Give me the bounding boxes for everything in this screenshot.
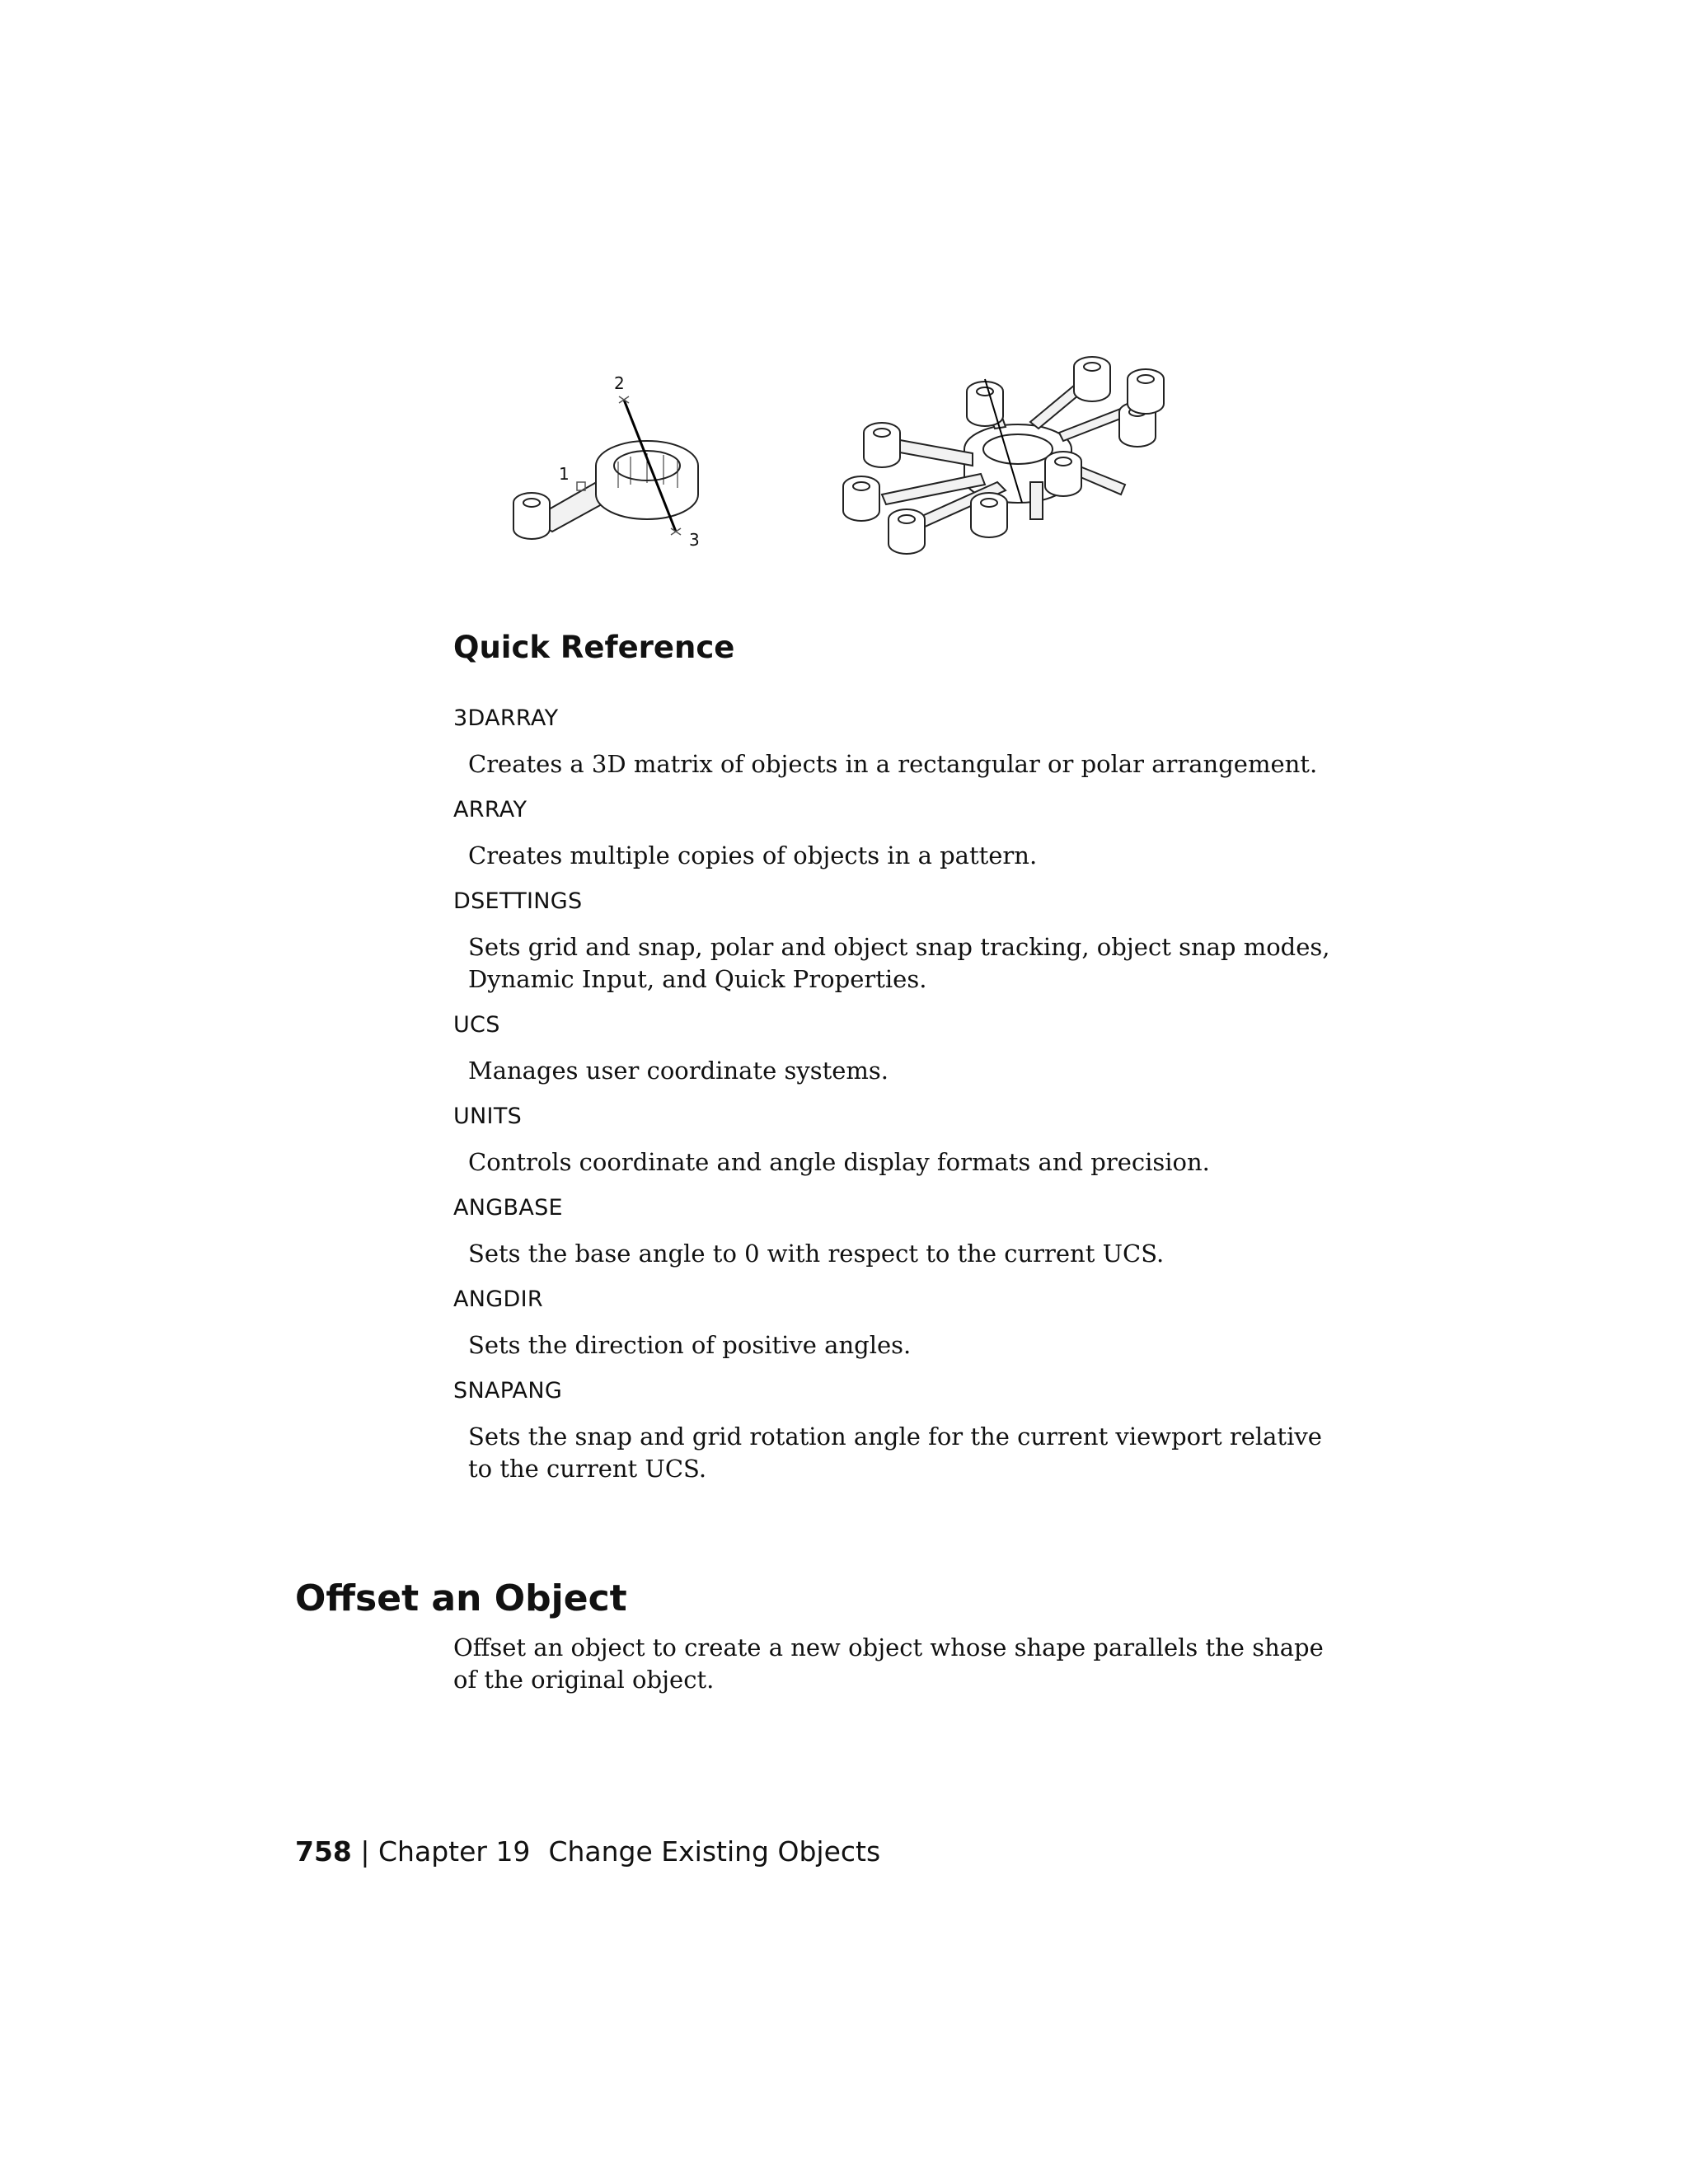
array-figure-svg <box>495 346 1170 569</box>
chapter-label: Chapter 19 <box>378 1835 531 1868</box>
single-arm-part <box>513 441 698 539</box>
callout-1: 1 <box>559 464 570 484</box>
section-title: Offset an Object <box>295 1577 627 1619</box>
command-angbase: ANGBASE <box>453 1195 563 1221</box>
description-units: Controls coordinate and angle display formats and precision. <box>468 1148 1210 1176</box>
page-footer <box>295 1833 880 1871</box>
callout-3: 3 <box>689 530 700 550</box>
callout-2: 2 <box>614 373 625 393</box>
command-array: ARRAY <box>453 797 528 823</box>
section-body: Offset an object to create a new object whose shape parallels the shape of the original object. <box>453 1633 1324 1694</box>
description-array: Creates multiple copies of objects in a pattern. <box>468 841 1038 869</box>
array-illustration <box>495 346 1170 569</box>
chapter-title: Change Existing Objects <box>548 1835 881 1868</box>
footer-separator: | <box>360 1835 370 1868</box>
description-angbase: Sets the base angle to 0 with respect to the current UCS. <box>468 1240 1165 1268</box>
description-snapang: Sets the snap and grid rotation angle for the current viewport relative to the current UCS. <box>468 1422 1322 1483</box>
command-ucs: UCS <box>453 1012 500 1038</box>
description-angdir: Sets the direction of positive angles. <box>468 1331 912 1359</box>
quick-reference-title: Quick Reference <box>453 630 735 665</box>
command-3darray: 3DARRAY <box>453 705 559 731</box>
page-number: 758 <box>295 1835 352 1868</box>
command-angdir: ANGDIR <box>453 1286 543 1312</box>
description-ucs: Manages user coordinate systems. <box>468 1057 889 1085</box>
description-3darray: Creates a 3D matrix of objects in a rectangular or polar arrangement. <box>468 750 1318 778</box>
command-snapang: SNAPANG <box>453 1378 563 1404</box>
quick-reference-section <box>453 626 1352 1498</box>
command-dsettings: DSETTINGS <box>453 888 583 914</box>
description-dsettings: Sets grid and snap, polar and object snap tracking, object snap modes, Dynamic Input, and Quick Properties. <box>468 933 1330 993</box>
polar-array-result <box>843 357 1164 554</box>
command-units: UNITS <box>453 1104 523 1129</box>
